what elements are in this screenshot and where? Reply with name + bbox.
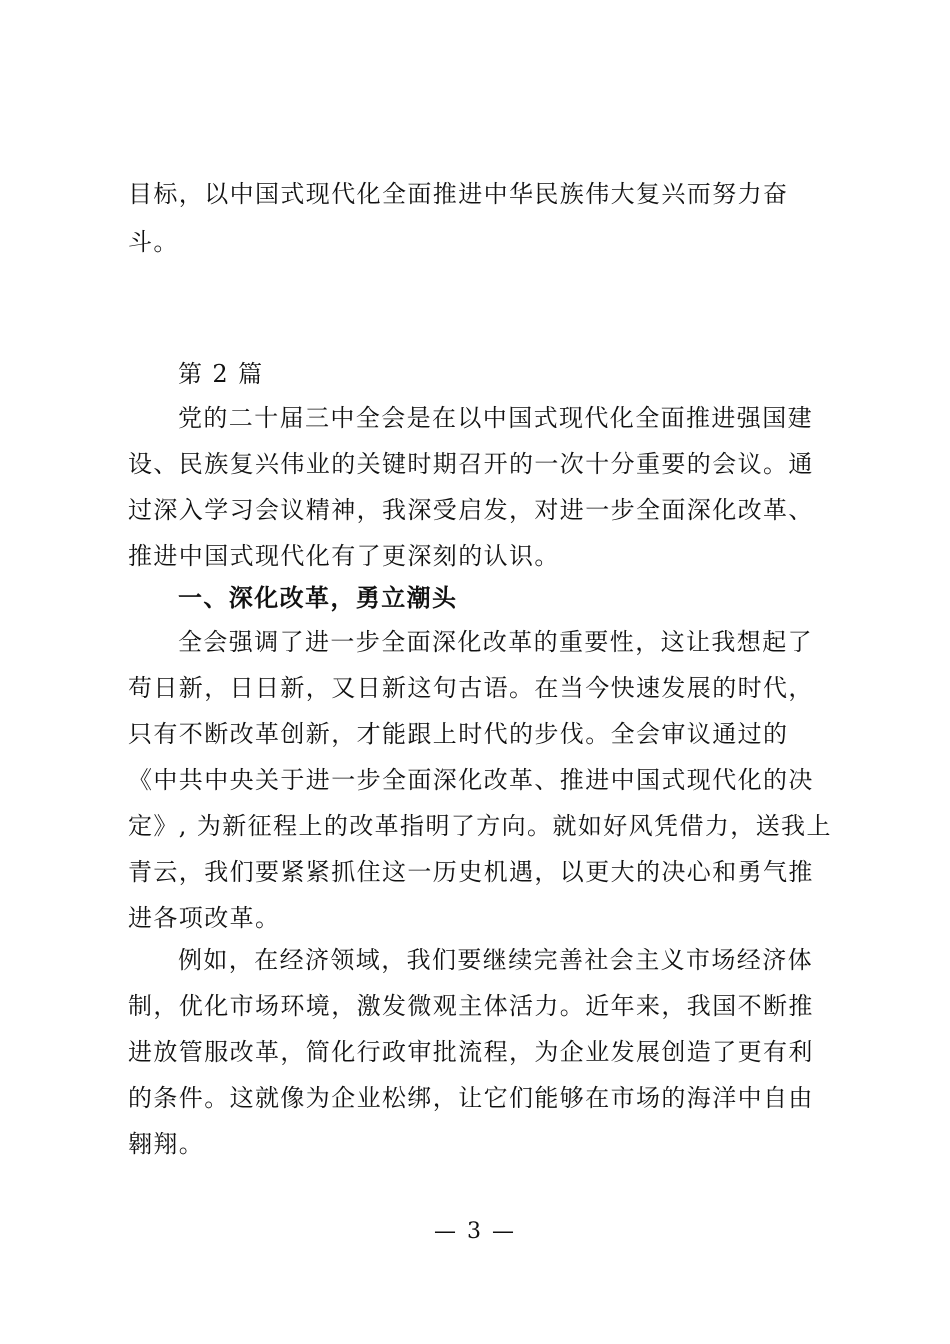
text-line: 定》, 为新征程上的改革指明了方向。就如好风凭借力，送我上 [128, 812, 832, 840]
text-line: 的条件。这就像为企业松绑，让它们能够在市场的海洋中自由 [128, 1084, 814, 1112]
page-number: — 3 — [434, 1219, 516, 1244]
text-line: 过深入学习会议精神，我深受启发，对进一步全面深化改革、 [128, 496, 814, 524]
text-line: 苟日新，日日新，又日新这句古语。在当今快速发展的时代， [128, 674, 814, 702]
text-line: 设、民族复兴伟业的关键时期召开的一次十分重要的会议。通 [128, 450, 814, 478]
text-line: 进各项改革。 [128, 904, 281, 932]
text-line: 推进中国式现代化有了更深刻的认识。 [128, 542, 560, 570]
section-heading: 一、深化改革，勇立潮头 [178, 583, 458, 612]
text-line: 制，优化市场环境，激发微观主体活力。近年来，我国不断推 [128, 992, 814, 1020]
text-line: 党的二十届三中全会是在以中国式现代化全面推进强国建 [178, 404, 813, 432]
section-label: 第 2 篇 [178, 360, 264, 388]
text-line: 进放管服改革，简化行政审批流程，为企业发展创造了更有利 [128, 1038, 814, 1066]
text-line: 全会强调了进一步全面深化改革的重要性，这让我想起了 [178, 628, 813, 656]
text-line: 翱翔。 [128, 1130, 205, 1158]
text-line: 青云，我们要紧紧抓住这一历史机遇，以更大的决心和勇气推 [128, 858, 814, 886]
text-line: 只有不断改革创新，才能跟上时代的步伐。全会审议通过的 [128, 720, 789, 748]
text-line: 《中共中央关于进一步全面深化改革、推进中国式现代化的决 [128, 766, 814, 794]
text-line: 例如，在经济领域，我们要继续完善社会主义市场经济体 [178, 946, 813, 974]
text-line: 斗。 [128, 228, 179, 256]
text-line: 目标，以中国式现代化全面推进中华民族伟大复兴而努力奋 [128, 180, 789, 208]
